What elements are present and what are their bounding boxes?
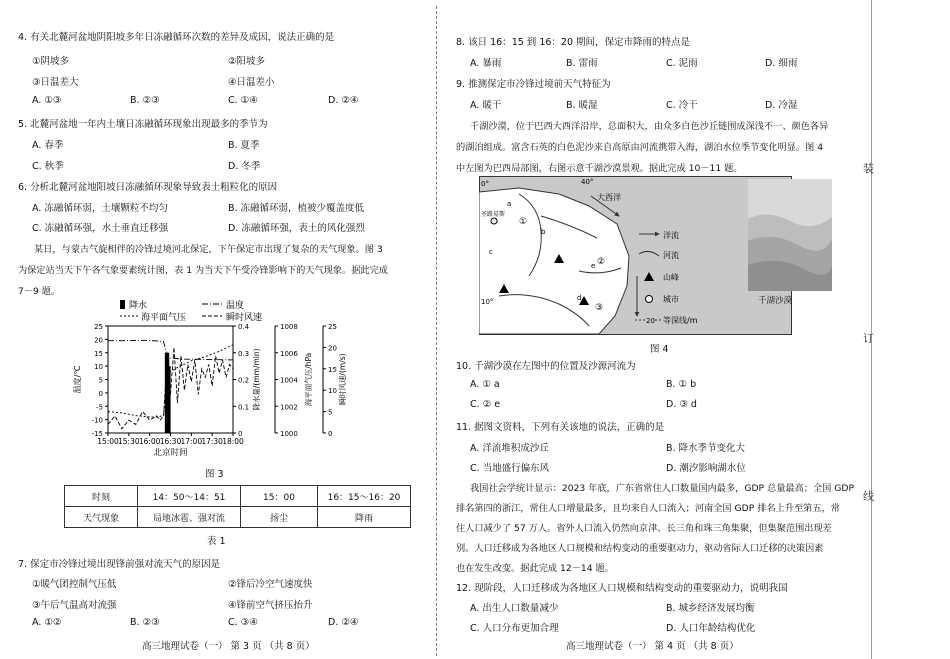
temp-tick-label: -5 [96,403,103,412]
table-cell: 16：15～16：20 [318,486,411,507]
x-tick-label: 15:00 [97,437,119,446]
precip-bar [168,366,171,433]
table-cell: 14：50～14：51 [138,486,241,507]
q8-stem: 8. 该日 16：15 到 16：20 期间，保定市降雨的特点是 [456,37,691,48]
x-tick-label: 16:00 [138,437,161,446]
q8-choice-c: C. 泥雨 [666,58,698,69]
legend-isobath-value: 20 [646,317,655,325]
brazil-map [479,176,793,336]
precip-tick-label: 0.1 [238,403,250,412]
q11-stem: 11. 据图文资料，下列有关该地的说法，正确的是 [456,422,665,433]
q7-item-3: ③午后气温高对流强 [32,600,117,611]
photo-caption: 千湖沙漠 [758,296,793,306]
figure-3-caption: 图 3 [205,469,224,480]
q10-stem: 10. 千湖沙漠在左图中的位置及沙源河流为 [456,361,636,372]
right-page-footer: 高三地理试卷（一） 第 4 页 （共 8 页） [566,641,739,652]
q7-item-4: ④锋前空气挤压抬升 [228,600,313,611]
city-icon [491,218,497,224]
temp-tick-label: 25 [94,323,103,331]
legend-press: 海平面气压 [141,313,187,323]
legend-river: 河流 [663,251,679,260]
pressure-tick-label: 1006 [280,349,298,358]
passage-line-5: 也在发生改变。据此完成 12－14 题。 [456,563,614,574]
pressure-axis-label: 海平面气压/hPa [304,352,313,407]
q7-item-1: ①暖气团控制气压低 [32,579,117,590]
q12-choice-a: A. 出生人口数量减少 [470,603,559,614]
table-cell: 天气现象 [65,507,138,528]
q9-stem: 9. 推测保定市冷锋过境前天气特征为 [456,79,611,90]
wind-tick-label: 10 [328,387,337,396]
q4-item-3: ③日温差大 [32,77,79,88]
legend-current: 洋流 [663,231,679,240]
q8-choice-d: D. 细雨 [765,58,798,69]
q10-choice-a: A. ① a [470,379,500,390]
city-label: 圣路易斯 [481,211,506,218]
chart-legend [120,299,262,323]
q10-choice-d: D. ③ d [666,399,697,410]
x-tick-label: 17:30 [201,437,223,446]
temp-tick-label: -15 [91,430,103,438]
wind-tick-label: 5 [328,408,333,417]
x-tick-label: 16:30 [159,437,182,446]
q6-choice-c: C. 冻融循环强，水土垂直迁移强 [32,223,169,234]
x-tick-label: 17:00 [180,437,203,446]
position-3-label: ③ [595,303,604,313]
q7-stem: 7. 保定市冷锋过境出现锋前强对流天气的原因是 [18,559,221,570]
figure-4-caption: 图 4 [650,344,669,355]
temp-tick-label: 5 [98,376,103,385]
table-cell: 15：00 [241,486,318,507]
q9-choice-a: A. 暖干 [470,100,502,111]
q11-choice-d: D. 潮汐影响湖水位 [666,463,746,474]
q4-choice-d: D. ②④ [328,95,359,106]
legend-isobath: 等深线/m [663,316,698,325]
legend-city: 城市 [663,295,679,304]
table-cell: 时刻 [65,486,138,507]
q12-stem: 12. 现阶段，人口迁移成为各地区人口规模和结构变动的重要驱动力，说明我国 [456,583,788,594]
q6-choice-b: B. 冻融循环弱，植被少覆盖度低 [228,203,365,214]
q11-choice-b: B. 降水季节变化大 [666,443,746,454]
q9-choice-d: D. 冷湿 [765,100,798,111]
q8-choice-b: B. 雷雨 [566,58,598,69]
q12-choice-c: C. 人口分布更加合理 [470,623,559,634]
q11-choice-c: C. 当地盛行偏东风 [470,463,550,474]
passage-line-4: 别。人口迁移成为各地区人口规模和结构变动的重要驱动力，驱动省际人口迁移的决策因素 [456,543,824,554]
legend-precip: 降水 [129,301,148,311]
table-1 [64,485,411,528]
wind-tick-label: 15 [328,365,337,374]
q4-stem: 4. 有关北麓河盆地阴阳坡多年日冻融循环次数的差异及成因，说法正确的是 [18,32,335,43]
q5-choice-d: D. 冬季 [228,161,261,172]
q5-choice-a: A. 春季 [32,140,64,151]
q4-choice-b: B. ②③ [130,95,160,106]
left-page-footer: 高三地理试卷（一） 第 3 页 （共 8 页） [142,641,315,652]
passage-line-3: 7－9 题。 [18,286,61,297]
q8-choice-a: A. 暴雨 [470,58,502,69]
precip-axis-label: 降水量/(mm/min) [252,348,261,411]
passage-line-2: 的湖泊组成。富含石英的白色泥沙来自高原由河流携带入海，湖泊水位季节变化明显。图 4 [456,142,824,153]
desert-photo [748,179,832,291]
weather-chart [70,296,370,458]
temp-tick-label: -10 [91,416,103,425]
page-divider [436,6,437,656]
q10-choice-c: C. ② e [470,399,501,410]
q12-choice-b: B. 城乡经济发展均衡 [666,603,755,614]
passage-line-1: 我国社会学统计显示：2023 年底，广东省常住人口数量国内最多，GDP 总量最高；全国 GDP [470,483,854,494]
temp-axis-label: 温度/℃ [73,365,82,394]
river-a-label: a [507,200,512,208]
pressure-tick-label: 1000 [280,430,298,438]
passage-line-1: 某日，与蒙古气旋相伴的冷锋过境河北保定，下午保定市出现了复杂的天气现象。图 3 [34,244,383,255]
q7-choice-b: B. ②③ [130,617,160,628]
table-cell: 扬尘 [241,507,318,528]
precip-tick-label: 0 [238,430,243,438]
q6-choice-a: A. 冻融循环弱，土壤颗粒不均匀 [32,203,168,214]
passage-line-3: 中左图为巴西局部图，右图示意千湖沙漠景观。据此完成 10－11 题。 [456,163,743,174]
table-1-caption: 表 1 [207,536,226,547]
passage-line-1: 千湖沙漠，位于巴西大西洋沿岸，总面积大，由众多白色沙丘链围成深浅不一、颜色各异 [470,121,829,132]
binding-mark-ding: 订 [863,332,874,345]
legend-temp: 温度 [226,301,245,311]
q7-item-2: ②锋后冷空气速度快 [228,579,313,590]
river-d-label: d [577,294,582,302]
q7-choice-d: D. ②④ [328,617,359,628]
temp-tick-label: 0 [98,389,103,398]
ocean-label: 大西洋 [597,193,621,202]
legend-peak: 山峰 [663,273,679,282]
q12-choice-d: D. 人口年龄结构优化 [666,623,756,634]
q5-stem: 5. 北麓河盆地一年内土壤日冻融循环现象出现最多的季节为 [18,119,268,130]
q6-stem: 6. 分析北麓河盆地阳坡日冻融循环现象导致表土粗粒化的原因 [18,182,278,193]
passage-line-2: 为保定站当天下午各气象要素统计图，表 1 为当天下午受冷锋影响下的天气现象。据此完成 [18,265,388,276]
wind-tick-label: 25 [328,323,337,331]
q7-choice-a: A. ①② [32,617,62,628]
q9-choice-c: C. 冷干 [666,100,698,111]
binding-mark-zhuang: 装 [863,162,874,175]
wind-tick-label: 20 [328,344,337,353]
river-b-label: b [541,228,546,236]
q5-choice-b: B. 夏季 [228,140,260,151]
table-cell: 局地冰雹、强对流 [138,507,241,528]
table-cell: 降雨 [318,507,411,528]
q4-choice-c: C. ①④ [228,95,258,106]
legend-wind: 瞬时风速 [226,313,263,323]
passage-line-3: 住人口减少了 57 万人。省外人口流入仍然向京津、长三角和珠三角集聚，但集聚范围出现差 [456,523,832,534]
precip-tick-label: 0.3 [238,349,250,358]
position-2-label: ② [597,257,606,267]
q4-item-2: ②阳坡多 [228,56,266,67]
legend-city-icon [646,296,653,303]
q5-choice-c: C. 秋季 [32,161,64,172]
q6-choice-d: D. 冻融循环强，表土的风化强烈 [228,223,365,234]
q7-choice-c: C. ③④ [228,617,258,628]
table-row [65,486,411,507]
precip-tick-label: 0.4 [238,323,250,331]
wind-axis-label: 瞬时风速/(m/s) [338,353,347,406]
q4-choice-a: A. ①③ [32,95,62,106]
river-e-label: e [591,262,596,270]
x-tick-label: 18:00 [222,437,244,446]
pressure-tick-label: 1004 [280,376,298,385]
position-1-label: ① [519,217,528,227]
river-c-label: c [489,248,493,256]
passage-line-2: 排名第四的浙江，常住人口增量最多，且均来自人口流入；河南全国 GDP 排名上升至第五，常 [456,503,840,514]
precip-tick-label: 0.2 [238,376,250,385]
series-temp-line [108,340,233,360]
q10-choice-b: B. ① b [666,379,697,390]
lat-0-label: 0° [481,180,489,188]
q9-choice-b: B. 暖湿 [566,100,598,111]
x-axis-label: 北京时间 [153,448,188,458]
legend-precip-swatch [120,300,125,309]
x-tick-label: 15:30 [118,437,140,446]
pressure-tick-label: 1008 [280,323,298,331]
q4-item-1: ①阴坡多 [32,56,70,67]
table-row [65,507,411,528]
temp-tick-label: 15 [94,349,103,358]
lat-10-label: 10° [481,298,494,306]
lon-40-label: 40° [581,178,594,186]
q4-item-4: ④日温差小 [228,77,275,88]
binding-mark-xian: 线 [863,490,874,503]
pressure-tick-label: 1002 [280,403,298,412]
temp-tick-label: 10 [94,363,103,372]
wind-tick-label: 0 [328,430,333,438]
q11-choice-a: A. 洋流堆积成沙丘 [470,443,549,454]
temp-tick-label: 20 [94,336,103,345]
